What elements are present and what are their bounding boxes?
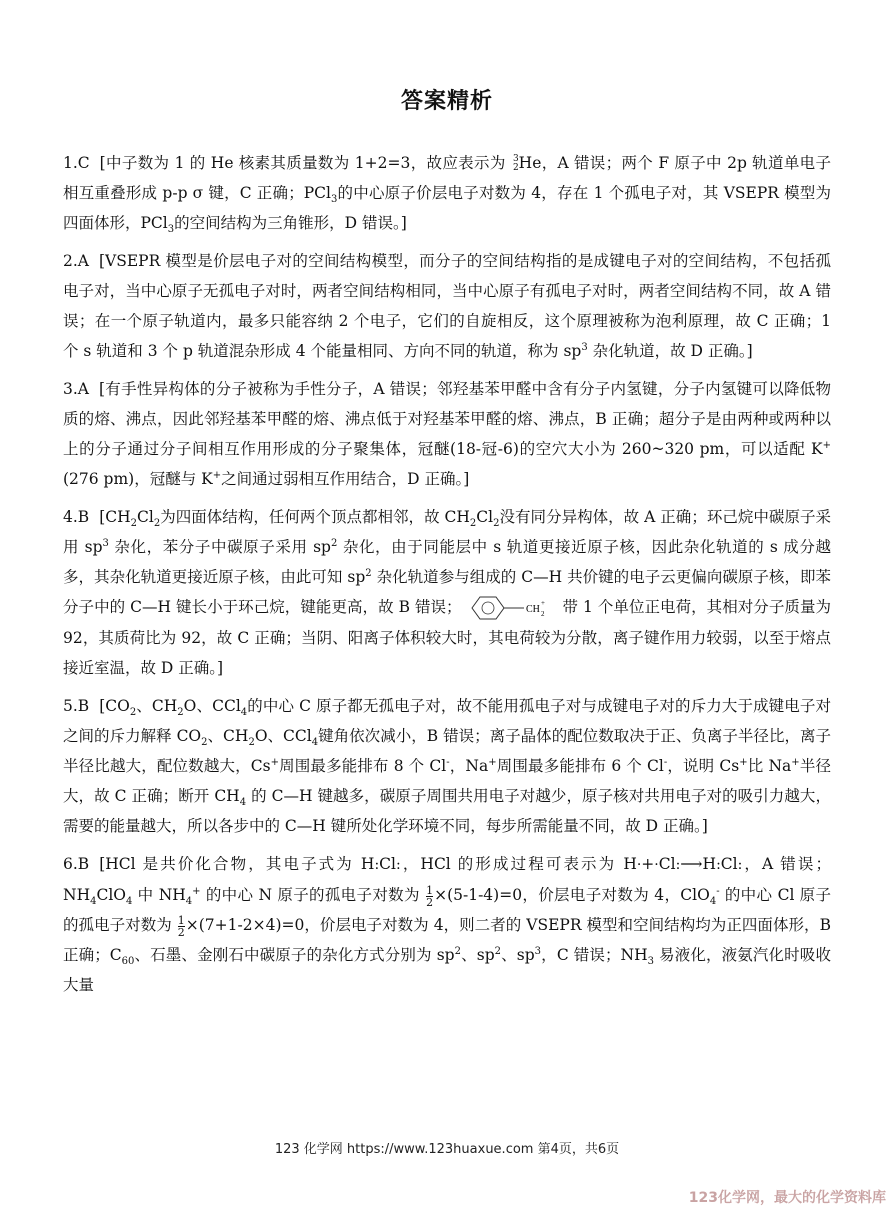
benzyl-cation-structure	[468, 593, 552, 623]
answer-number: 5.B	[63, 697, 90, 715]
answer-list	[63, 148, 831, 1008]
answer-4: 4.B [$CH_2Cl_2$为四面体结构，任何两个顶点都相邻，故 $CH_2Cl_2$没有同分异构体，故 A 正确；环己烷中碳原子采用 $sp^3$ 杂化，苯分子中碳原子采用 $sp^2$ 杂化，由于同能层中 s 轨道更接近原子核，因此杂化轨道的 s 成分越多，其杂化轨道更接近原子核，由此可知 $sp^2$ 杂化轨道参与组成的 C—H 共价键的电子云更偏向碳原子核，即苯分子中的 C—H 键长小于环己烷，键能更高，故 B 错误； CH + 2 带 1 个单位正电荷，其相对分子质量为 92，其质荷比为 92，故 C 正确；当阴、阳离子体积较大时，其电荷较为分散，离子键作用力较弱，以至于熔点接近室温，故 D 正确。]	[63, 508, 831, 677]
answer-6: 6.B [HCl 是共价化合物，其电子式为 H:Cl:，HCl 的形成过程可表示为 H·+·Cl:⟶H:Cl:，A 错误；$NH_4ClO_4$ 中 $NH_4^+$ 的中心 N 原子的孤电子对数为 $\frac{1}{2}$ ×(5-1-4)=0，价层电子对数为 4，ClO$_4$- 的中心 Cl 原子的孤电子对数为 $\frac{1}{2}$ ×(7+1-2×4)=0，价层电子对数为 4，则二者的 VSEPR 模型和空间结构均为正四面体形，B 正确；$C_{60}$、石墨、金刚石中碳原子的杂化方式分别为 $sp^2$、$sp^2$、$sp^3$，C 错误；$NH_3$ 易液化，液氨汽化时吸收大量	[63, 855, 831, 994]
hcl-electron-formula: H:Cl:	[360, 855, 401, 873]
answer-text: [中子数为 1 的 He 核素其质量数为 1+2=3，故应表示为	[99, 154, 511, 172]
answer-3: 3.A [有手性异构体的分子被称为手性分子，A 错误；邻羟基苯甲醛中含有分子内氢键，分子内氢键可以降低物质的熔、沸点，因此邻羟基苯甲醛的熔、沸点低于对羟基苯甲醛的熔、沸点，B 正确；超分子是由两种或两种以上的分子通过分子间相互作用形成的分子聚集体，冠醚(18-冠-6)的空穴大小为 260~320 pm，可以适配 K+(276 pm)，冠醚与 K+之间通过弱相互作用结合，D 正确。]	[63, 380, 831, 488]
answer-2: 2.A [VSEPR 模型是价层电子对的空间结构模型，而分子的空间结构指的是成键电子对的空间结构，不包括孤电子对，当中心原子无孤电子对时，两者空间结构相同，当中心原子有孤电子对时，两者空间结构不同，故 A 错误；在一个原子轨道内，最多只能容纳 2 个电子，它们的自旋相反，这个原理被称为泡利原理，故 C 正确；1 个 s 轨道和 3 个 p 轨道混杂形成 4 个能量相同、方向不同的轨道，称为 $sp^3$ 杂化轨道，故 D 正确。]	[63, 252, 831, 360]
ch2-label: CH	[525, 604, 540, 615]
page-footer: 123 化学网 https://www.123huaxue.com 第4页，共6页	[274, 1142, 620, 1157]
answer-5: 5.B [$CO_2$、$CH_2O$、CCl$_4$的中心 C 原子都无孤电子对，故不能用孤电子对与成键电子对的斥力大于成键电子对之间的斥力解释 $CO_2$、$CH_2O$、CCl$_4$键角依次减小，B 错误；离子晶体的配位数取决于正、负离子半径比，离子半径比越大，配位数越大，Cs+周围最多能排布 8 个 Cl-，Na+周围最多能排布 6 个 Cl-，说明 Cs+比 Na+半径大，故 C 正确；断开 $CH_4$ 的 C—H 键越多，碳原子周围共用电子对越少，原子核对共用电子对的吸引力越大，需要的能量越大，所以各步中的 C—H 键所处化学环境不同，每步所需能量不同，故 D 正确。]	[63, 697, 832, 835]
answer-number: 3.A	[63, 380, 89, 398]
page-title: 答案精析	[400, 89, 493, 114]
answer-number: 1.C	[63, 154, 90, 172]
fraction-one-half: $\frac{1}{2}$	[177, 913, 185, 939]
isotope-notation: 3 2	[512, 154, 519, 173]
watermark: 123化学网，最大的化学资料库	[688, 1190, 886, 1206]
answer-number: 6.B	[63, 855, 90, 873]
hcl-formation-process: H·+·Cl:⟶H:Cl:	[623, 855, 743, 873]
answer-number: 4.B	[63, 508, 90, 526]
reaction-arrow: ⟶	[680, 855, 703, 873]
answer-number: 2.A	[63, 252, 89, 270]
ch2-subscript: 2	[540, 610, 545, 618]
ch2-charge: +	[540, 599, 545, 607]
answer-text: [有手性异构体的分子被称为手性分子，A 错误；邻羟基苯甲醛中含有分子内氢键，分子内氢键可以降低物质的熔、沸点，因此邻羟基苯甲醛的熔、沸点低于对羟基苯甲醛的熔、沸点，B 正确；超分子是由两种或两种以上的分子通过分子间相互作用形成的分子聚集体，冠醚(18-冠-6)的空穴大小为 260~320 pm，可以适配 K	[63, 380, 831, 458]
fraction-one-half: $\frac{1}{2}$	[426, 883, 434, 909]
answer-1: 1.C [中子数为 1 的 He 核素其质量数为 1+2=3，故应表示为 3 2 He，A 错误；两个 F 原子中 2p 轨道单电子相互重叠形成 p-p σ 键，C 正确；PCl$_3$的中心原子价层电子对数为 4，存在 1 个孤电子对，其 VSEPR 模型为四面体形，PCl$_3$的空间结构为三角锥形，D 错误。]	[63, 154, 831, 236]
answer-text: [VSEPR 模型是价层电子对的空间结构模型，而分子的空间结构指的是成键电子对的空间结构，不包括孤电子对，当中心原子无孤电子对时，两者空间结构相同，当中心原子有孤电子对时，两者空间结构不同，故 A 错误；在一个原子轨道内，最多只能容纳 2 个电子，它们的自旋相反，这个原理被称为泡利原理，故 C 正确；1 个 s 轨道和 3 个 p 轨道混杂形成 4 个能量相同、方向不同的轨道，称为 sp	[63, 252, 831, 360]
